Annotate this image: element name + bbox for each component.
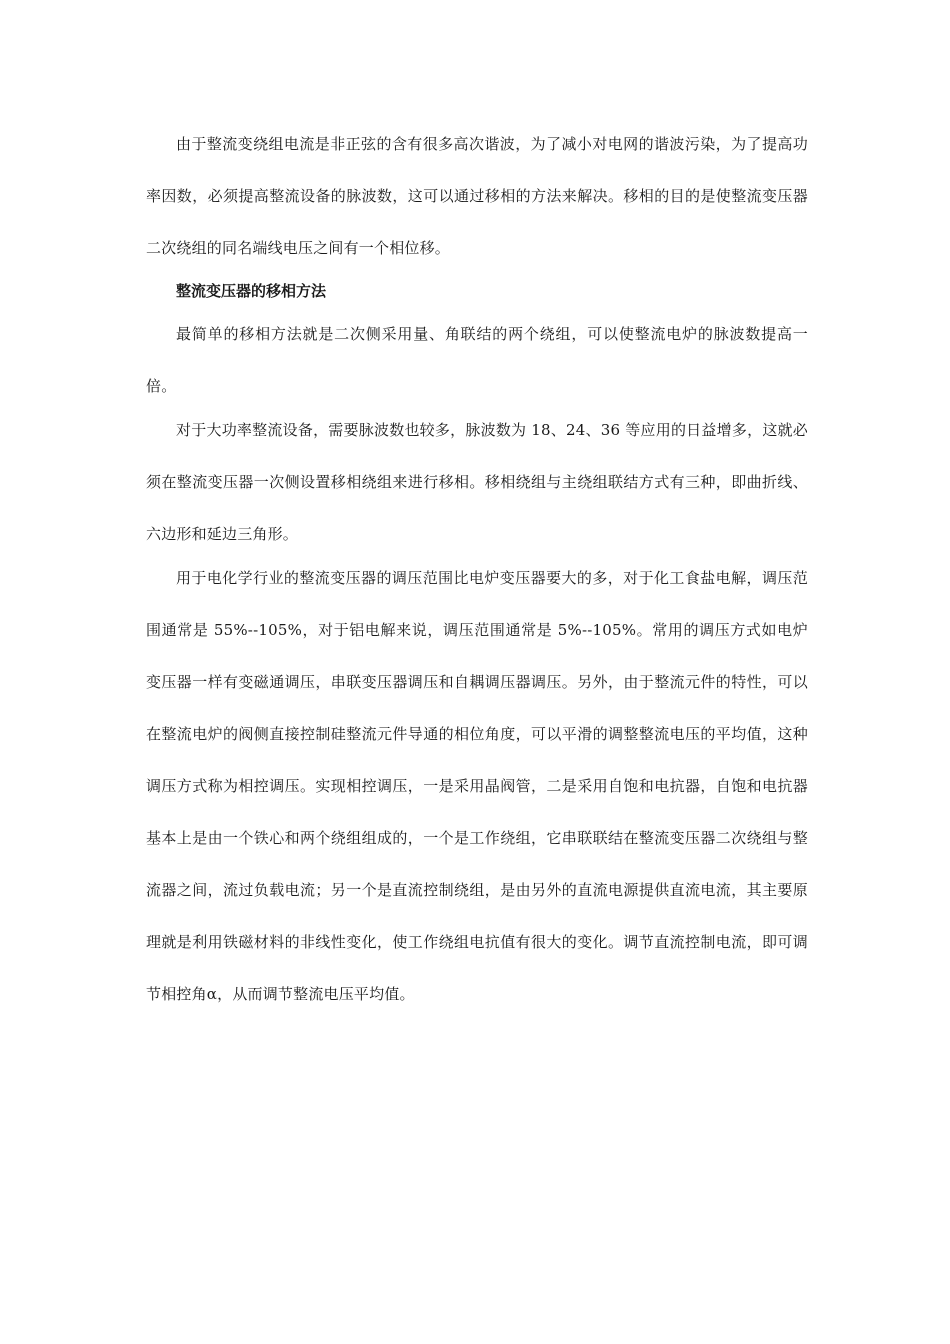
paragraph-simple-method: 最简单的移相方法就是二次侧采用量、角联结的两个绕组，可以使整流电炉的脉波数提高一倍。 [146, 325, 808, 395]
section-heading: 整流变压器的移相方法 [176, 282, 327, 300]
paragraph-high-power: 对于大功率整流设备，需要脉波数也较多，脉波数为 18、24、36 等应用的日益增多，这就必须在整流变压器一次侧设置移相绕组来进行移相。移相绕组与主绕组联结方式有三种，即曲折线、六边形和延边三角形。 [146, 421, 808, 543]
document-page [146, 118, 808, 1020]
paragraph-voltage-regulation: 用于电化学行业的整流变压器的调压范围比电炉变压器要大的多，对于化工食盐电解，调压范围通常是 55%--105%，对于铝电解来说，调压范围通常是 5%--105%。常用的调压方式如电炉变压器一样有变磁通调压，串联变压器调压和自耦调压器调压。另外，由于整流元件的特性，可以在整流电炉的阀侧直接控制硅整流元件导通的相位角度，可以平滑的调整整流电压的平均值，这种调压方式称为相控调压。实现相控调压，一是采用晶阀管，二是采用自饱和电抗器，自饱和电抗器基本上是由一个铁心和两个绕组组成的，一个是工作绕组，它串联联结在整流变压器二次绕组与整流器之间，流过负载电流；另一个是直流控制绕组，是由另外的直流电源提供直流电流，其主要原理就是利用铁磁材料的非线性变化，使工作绕组电抗值有很大的变化。调节直流控制电流，即可调节相控角α，从而调节整流电压平均值。 [146, 569, 808, 1003]
paragraph-intro: 由于整流变绕组电流是非正弦的含有很多高次谐波，为了减小对电网的谐波污染，为了提高功率因数，必须提高整流设备的脉波数，这可以通过移相的方法来解决。移相的目的是使整流变压器二次绕组的同名端线电压之间有一个相位移。 [146, 135, 808, 257]
